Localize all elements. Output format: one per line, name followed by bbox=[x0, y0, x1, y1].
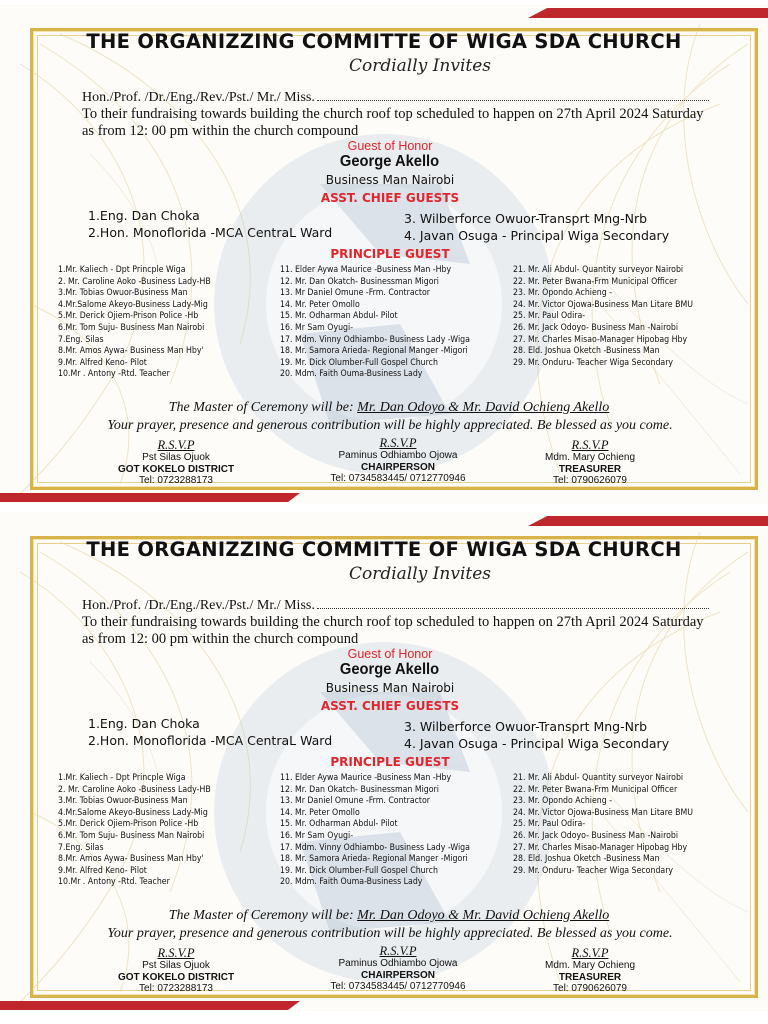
asst-chief-guest: 2.Hon. Monoflorida -MCA CentraL Ward bbox=[88, 733, 333, 748]
principle-guest-item: 9.Mr. Alfred Keno- Pilot bbox=[58, 357, 147, 368]
master-of-ceremony-line bbox=[0, 400, 768, 416]
rsvp-phone: Tel: 0734583445/ 0712770946 bbox=[330, 981, 466, 992]
asst-chief-guest: 3. Wilberforce Owuor-Transprt Mng-Nrb bbox=[404, 719, 648, 734]
principle-guest-item: 1.Mr. Kaliech - Dpt Princple Wiga bbox=[58, 265, 186, 275]
principle-guest-item: 29. Mr. Onduru- Teacher Wiga Secondary bbox=[513, 865, 674, 876]
purpose-line-2: as from 12: 00 pm within the church compound bbox=[82, 123, 359, 139]
rsvp-label: R.S.V.P bbox=[379, 944, 417, 958]
principle-guest-item: 12. Mr. Dan Okatch- Businessman Migori bbox=[280, 784, 439, 795]
principle-guest-list-col2 bbox=[280, 265, 498, 381]
rsvp-role: CHAIRPERSON bbox=[361, 462, 435, 473]
rsvp-phone: Tel: 0790626079 bbox=[553, 983, 627, 994]
principle-guest-item: 1.Mr. Kaliech - Dpt Princple Wiga bbox=[58, 773, 186, 783]
principle-guest-label: PRINCIPLE GUEST bbox=[330, 755, 450, 769]
asst-chief-guest: 4. Javan Osuga - Principal Wiga Secondary bbox=[404, 228, 670, 243]
rsvp-label: R.S.V.P bbox=[157, 438, 195, 452]
addressee-titles: Hon./Prof. /Dr./Eng./Rev./Pst./ Mr./ Miss. bbox=[82, 90, 315, 105]
mc-names: Mr. Dan Odoyo & Mr. David Ochieng Akello bbox=[357, 908, 610, 923]
rsvp-name: Mdm. Mary Ochieng bbox=[544, 452, 636, 463]
asst-chief-guests-right bbox=[404, 210, 669, 244]
rsvp-phone: Tel: 0723288173 bbox=[139, 983, 213, 994]
master-of-ceremony-line bbox=[0, 908, 768, 924]
principle-guest-item: 2. Mr. Caroline Aoko -Business Lady-HB bbox=[58, 276, 211, 287]
principle-guest-item: 14. Mr. Peter Omollo bbox=[280, 807, 360, 818]
principle-guest-item: 4.Mr.Salome Akeyo-Business Lady-Mig bbox=[58, 807, 208, 818]
asst-chief-guest: 3. Wilberforce Owuor-Transprt Mng-Nrb bbox=[404, 211, 648, 226]
rsvp-contact-1 bbox=[86, 946, 266, 995]
mc-names: Mr. Dan Odoyo & Mr. David Ochieng Akello bbox=[357, 400, 610, 415]
invitation-content bbox=[0, 512, 768, 1012]
rsvp-name: Mdm. Mary Ochieng bbox=[544, 960, 636, 971]
principle-guest-list-col1 bbox=[58, 773, 234, 889]
principle-guest-item: 19. Mr. Dick Olumber-Full Gospel Church bbox=[280, 357, 438, 368]
guest-of-honor-label: Guest of Honor bbox=[347, 139, 433, 153]
mc-prefix: The Master of Ceremony will be: bbox=[168, 400, 358, 415]
rsvp-phone: Tel: 0790626079 bbox=[553, 475, 627, 486]
purpose-line-1: To their fundraising towards building the church roof top scheduled to happen on 27th April 2024 Saturday bbox=[82, 106, 704, 122]
principle-guest-item: 28. Eld. Joshua Oketch -Business Man bbox=[513, 346, 660, 357]
principle-guest-list-col1 bbox=[58, 265, 234, 381]
principle-guest-list-col2 bbox=[280, 773, 498, 889]
asst-chief-guests-left bbox=[88, 715, 332, 749]
principle-guest-item: 13. Mr Daniel Omune -Frm. Contractor bbox=[280, 796, 431, 807]
prayer-line: Your prayer, presence and generous contribution will be highly appreciated. Be blessed as you come. bbox=[107, 418, 673, 433]
rsvp-label: R.S.V.P bbox=[571, 946, 609, 960]
invitation-card-bottom bbox=[0, 512, 768, 1012]
invitation-content bbox=[0, 4, 768, 504]
rsvp-contact-1 bbox=[86, 438, 266, 487]
principle-guest-item: 24. Mr. Victor Ojowa-Business Man Litare BMU bbox=[513, 299, 693, 310]
principle-guest-item: 28. Eld. Joshua Oketch -Business Man bbox=[513, 854, 660, 865]
principle-guest-item: 29. Mr. Onduru- Teacher Wiga Secondary bbox=[513, 357, 674, 368]
principle-guest-item: 12. Mr. Dan Okatch- Businessman Migori bbox=[280, 276, 439, 287]
invitation-card-top bbox=[0, 4, 768, 504]
rsvp-role: CHAIRPERSON bbox=[361, 970, 435, 981]
principle-guest-item: 7.Eng. Silas bbox=[58, 842, 104, 853]
asst-chief-guests-left bbox=[88, 207, 332, 241]
rsvp-name: Pst Silas Ojuok bbox=[142, 452, 210, 463]
principle-guest-item: 16. Mr Sam Oyugi- bbox=[280, 322, 354, 333]
principle-guest-item: 20. Mdm. Faith Ouma-Business Lady bbox=[280, 877, 423, 888]
principle-guest-item: 24. Mr. Victor Ojowa-Business Man Litare BMU bbox=[513, 807, 693, 818]
principle-guest-item: 5.Mr. Derick Ojiem-Prison Police -Hb bbox=[58, 819, 199, 830]
mc-prefix: The Master of Ceremony will be: bbox=[168, 908, 358, 923]
rsvp-name: Paminus Odhiambo Ojowa bbox=[338, 450, 458, 461]
prayer-line: Your prayer, presence and generous contribution will be highly appreciated. Be blessed as you come. bbox=[107, 926, 673, 941]
guest-of-honor-label: Guest of Honor bbox=[347, 647, 433, 661]
rsvp-contact-3 bbox=[500, 946, 680, 995]
principle-guest-item: 25. Mr. Paul Odira- bbox=[513, 819, 586, 830]
principle-guest-item: 17. Mdm. Vinny Odhiambo- Business Lady -Wiga bbox=[280, 334, 470, 345]
rsvp-name: Pst Silas Ojuok bbox=[142, 960, 210, 971]
rsvp-contact-2 bbox=[308, 944, 488, 993]
principle-guest-item: 16. Mr Sam Oyugi- bbox=[280, 830, 354, 841]
principle-guest-item: 15. Mr. Odharman Abdul- Pilot bbox=[280, 819, 398, 830]
principle-guest-list-col3 bbox=[513, 773, 720, 877]
rsvp-phone: Tel: 0723288173 bbox=[139, 475, 213, 486]
guest-of-honor-name: George Akello bbox=[339, 153, 440, 170]
guest-of-honor-title: Business Man Nairobi bbox=[325, 681, 455, 695]
rsvp-label: R.S.V.P bbox=[379, 436, 417, 450]
principle-guest-item: 26. Mr. Jack Odoyo- Business Man -Nairobi bbox=[513, 830, 679, 841]
principle-guest-item: 27. Mr. Charles Misao-Manager Hipobag Hby bbox=[513, 334, 688, 345]
principle-guest-item: 13. Mr Daniel Omune -Frm. Contractor bbox=[280, 288, 431, 299]
invitation-title: THE ORGANIZZING COMMITTE OF WIGA SDA CHURCH bbox=[86, 538, 682, 561]
principle-guest-item: 22. Mr. Peter Bwana-Frm Municipal Officer bbox=[513, 784, 678, 795]
asst-chief-guest: 2.Hon. Monoflorida -MCA CentraL Ward bbox=[88, 225, 333, 240]
asst-chief-guests-label: ASST. CHIEF GUESTS bbox=[320, 699, 460, 713]
principle-guest-item: 17. Mdm. Vinny Odhiambo- Business Lady -Wiga bbox=[280, 842, 470, 853]
purpose-line-2: as from 12: 00 pm within the church compound bbox=[82, 631, 359, 647]
rsvp-contact-3 bbox=[500, 438, 680, 487]
guest-of-honor-title: Business Man Nairobi bbox=[325, 173, 455, 187]
principle-guest-item: 21. Mr. Ali Abdul- Quantity surveyor Nairobi bbox=[513, 773, 684, 783]
principle-guest-item: 7.Eng. Silas bbox=[58, 334, 104, 345]
principle-guest-item: 9.Mr. Alfred Keno- Pilot bbox=[58, 865, 147, 876]
guest-of-honor-name: George Akello bbox=[339, 661, 440, 678]
principle-guest-item: 18. Mr. Samora Arieda- Regional Manger -Migori bbox=[280, 346, 468, 357]
principle-guest-item: 3.Mr. Tobias Owuor-Business Man bbox=[58, 796, 188, 807]
principle-guest-item: 5.Mr. Derick Ojiem-Prison Police -Hb bbox=[58, 311, 199, 322]
purpose-line-1: To their fundraising towards building the church roof top scheduled to happen on 27th April 2024 Saturday bbox=[82, 614, 704, 630]
addressee-dotted-blank bbox=[317, 599, 709, 609]
asst-chief-guest: 1.Eng. Dan Choka bbox=[88, 208, 200, 223]
principle-guest-item: 21. Mr. Ali Abdul- Quantity surveyor Nairobi bbox=[513, 265, 684, 275]
rsvp-role: GOT KOKELO DISTRICT bbox=[117, 464, 235, 475]
principle-guest-item: 14. Mr. Peter Omollo bbox=[280, 299, 360, 310]
principle-guest-item: 10.Mr . Antony -Rtd. Teacher bbox=[58, 877, 170, 888]
asst-chief-guest: 4. Javan Osuga - Principal Wiga Secondary bbox=[404, 736, 670, 751]
principle-guest-item: 15. Mr. Odharman Abdul- Pilot bbox=[280, 311, 398, 322]
asst-chief-guests-right bbox=[404, 718, 669, 752]
asst-chief-guest: 1.Eng. Dan Choka bbox=[88, 716, 200, 731]
rsvp-contact-2 bbox=[308, 436, 488, 485]
principle-guest-item: 6.Mr. Tom Suju- Business Man Nairobi bbox=[58, 322, 205, 333]
asst-chief-guests-label: ASST. CHIEF GUESTS bbox=[320, 191, 460, 205]
purpose-text bbox=[82, 614, 722, 648]
purpose-text bbox=[82, 106, 722, 140]
rsvp-name: Paminus Odhiambo Ojowa bbox=[338, 958, 458, 969]
principle-guest-item: 8.Mr. Amos Aywa- Business Man Hby' bbox=[58, 346, 204, 357]
principle-guest-item: 22. Mr. Peter Bwana-Frm Municipal Officer bbox=[513, 276, 678, 287]
principle-guest-item: 19. Mr. Dick Olumber-Full Gospel Church bbox=[280, 865, 438, 876]
principle-guest-item: 4.Mr.Salome Akeyo-Business Lady-Mig bbox=[58, 299, 208, 310]
addressee-line bbox=[82, 90, 709, 106]
rsvp-role: GOT KOKELO DISTRICT bbox=[117, 972, 235, 983]
cordially-invites-script: Cordially Invites bbox=[348, 56, 492, 76]
invitation-title: THE ORGANIZZING COMMITTE OF WIGA SDA CHURCH bbox=[86, 30, 682, 53]
addressee-line bbox=[82, 598, 709, 614]
principle-guest-item: 25. Mr. Paul Odira- bbox=[513, 311, 586, 322]
principle-guest-item: 27. Mr. Charles Misao-Manager Hipobag Hby bbox=[513, 842, 688, 853]
principle-guest-item: 20. Mdm. Faith Ouma-Business Lady bbox=[280, 369, 423, 380]
addressee-titles: Hon./Prof. /Dr./Eng./Rev./Pst./ Mr./ Miss. bbox=[82, 598, 315, 613]
principle-guest-item: 23. Mr. Opondo Achieng - bbox=[513, 796, 613, 807]
principle-guest-item: 8.Mr. Amos Aywa- Business Man Hby' bbox=[58, 854, 204, 865]
rsvp-role: TREASURER bbox=[558, 972, 622, 983]
principle-guest-item: 10.Mr . Antony -Rtd. Teacher bbox=[58, 369, 170, 380]
principle-guest-item: 26. Mr. Jack Odoyo- Business Man -Nairobi bbox=[513, 322, 679, 333]
principle-guest-item: 23. Mr. Opondo Achieng - bbox=[513, 288, 613, 299]
rsvp-role: TREASURER bbox=[558, 464, 622, 475]
rsvp-phone: Tel: 0734583445/ 0712770946 bbox=[330, 473, 466, 484]
rsvp-label: R.S.V.P bbox=[571, 438, 609, 452]
principle-guest-item: 6.Mr. Tom Suju- Business Man Nairobi bbox=[58, 830, 205, 841]
principle-guest-item: 2. Mr. Caroline Aoko -Business Lady-HB bbox=[58, 784, 211, 795]
principle-guest-label: PRINCIPLE GUEST bbox=[330, 247, 450, 261]
principle-guest-list-col3 bbox=[513, 265, 720, 369]
addressee-dotted-blank bbox=[317, 91, 709, 101]
principle-guest-item: 3.Mr. Tobias Owuor-Business Man bbox=[58, 288, 188, 299]
rsvp-label: R.S.V.P bbox=[157, 946, 195, 960]
cordially-invites-script: Cordially Invites bbox=[348, 564, 492, 584]
principle-guest-item: 11. Elder Aywa Maurice -Business Man -Hby bbox=[280, 773, 452, 783]
principle-guest-item: 11. Elder Aywa Maurice -Business Man -Hby bbox=[280, 265, 452, 275]
principle-guest-item: 18. Mr. Samora Arieda- Regional Manger -Migori bbox=[280, 854, 468, 865]
